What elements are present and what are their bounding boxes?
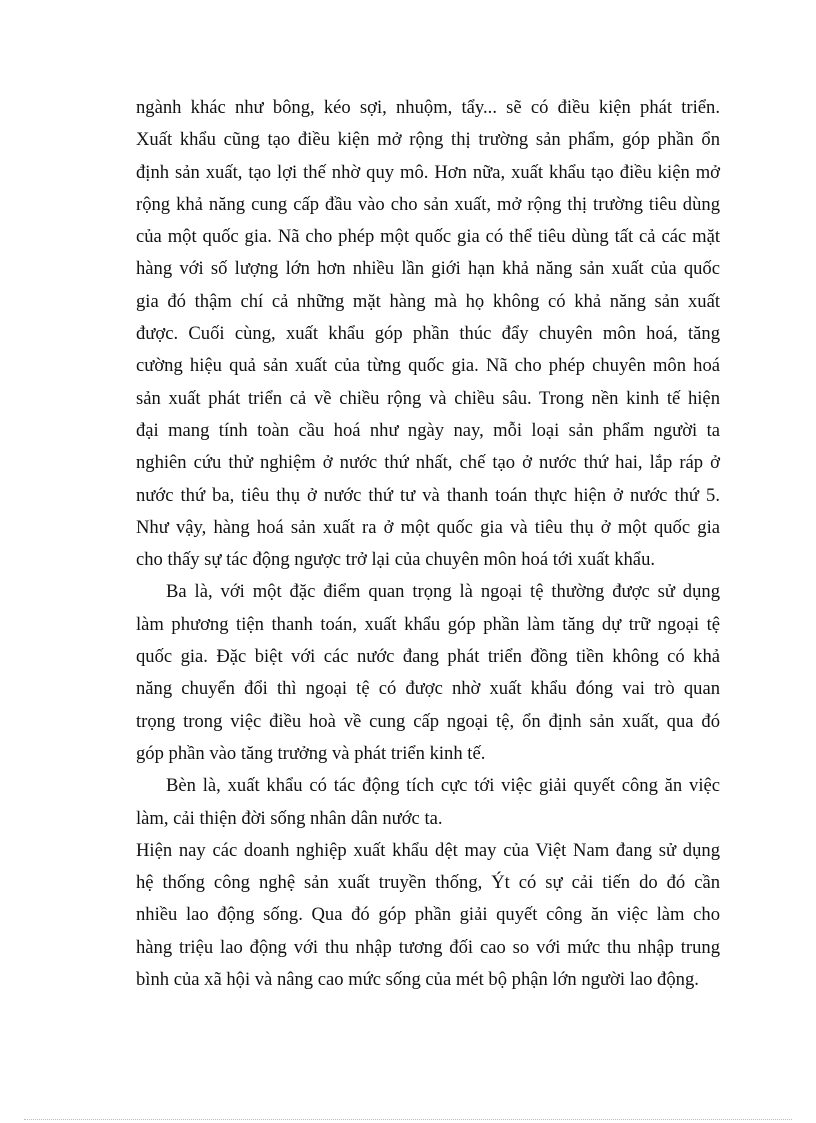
text-line: hàng triệu lao động với thu nhập tương đối cao so với mức thu nhập trung: [136, 936, 720, 958]
page-footer-rule: [24, 1119, 792, 1120]
text-line: năng chuyển đổi thì ngoại tệ có được nhờ xuất khẩu đóng vai trò quan: [136, 678, 720, 700]
text-line: Bèn là, xuất khẩu có tác động tích cực tới việc giải quyết công ăn việc: [166, 775, 720, 797]
text-line: làm phương tiện thanh toán, xuất khẩu góp phần làm tăng dự trữ ngoại tệ: [136, 613, 720, 635]
body-text: [136, 92, 720, 996]
text-line: làm, cải thiện đời sống nhân dân nước ta.: [136, 807, 443, 829]
text-line: đại mang tính toàn cầu hoá như ngày nay, mỗi loại sản phẩm người ta: [136, 419, 720, 441]
text-line: sản xuất phát triển cả về chiều rộng và chiều sâu. Trong nền kinh tế hiện: [136, 387, 720, 409]
text-line: cường hiệu quả sản xuất của từng quốc gia. Nã cho phép chuyên môn hoá: [136, 355, 720, 377]
text-line: Xuất khẩu cũng tạo điều kiện mở rộng thị trường sản phẩm, góp phần ổn: [136, 129, 720, 151]
text-line: trọng trong việc điều hoà về cung cấp ngoại tệ, ổn định sản xuất, qua đó: [136, 710, 720, 732]
text-line: quốc gia. Đặc biệt với các nước đang phát triển đồng tiền không có khả: [136, 646, 720, 668]
text-line: ngành khác như bông, kéo sợi, nhuộm, tẩy... sẽ có điều kiện phát triển.: [136, 97, 720, 118]
text-line: được. Cuối cùng, xuất khẩu góp phần thúc đẩy chuyên môn hoá, tăng: [136, 323, 720, 345]
text-line: nghiên cứu thử nghiệm ở nước thứ nhất, chế tạo ở nước thứ hai, lắp ráp ở: [136, 452, 720, 474]
text-line: Hiện nay các doanh nghiệp xuất khẩu dệt may của Việt Nam đang sử dụng: [136, 839, 720, 861]
text-line: rộng khả năng cung cấp đầu vào cho sản xuất, mở rộng thị trường tiêu dùng: [136, 193, 720, 215]
text-line: hệ thống công nghệ sản xuất truyền thống, Ýt có sự cải tiến do đó cần: [136, 872, 720, 894]
text-line: hàng với số lượng lớn hơn nhiều lần giới hạn khả năng sản xuất của quốc: [136, 258, 720, 280]
text-line: nước thứ ba, tiêu thụ ở nước thứ tư và thanh toán thực hiện ở nước thứ 5.: [136, 484, 720, 506]
text-line: Như vậy, hàng hoá sản xuất ra ở một quốc gia và tiêu thụ ở một quốc gia: [136, 516, 720, 538]
text-line: định sản xuất, tạo lợi thế nhờ quy mô. Hơn nữa, xuất khẩu tạo điều kiện mở: [136, 161, 720, 183]
text-line: bình của xã hội và nâng cao mức sống của mét bộ phận lớn người lao động.: [136, 969, 699, 991]
text-line: cho thấy sự tác động ngược trở lại của chuyên môn hoá tới xuất khẩu.: [136, 549, 656, 571]
text-line: góp phần vào tăng trưởng và phát triển kinh tế.: [136, 742, 486, 764]
text-line: nhiều lao động sống. Qua đó góp phần giải quyết công ăn việc làm cho: [136, 904, 720, 926]
text-line: của một quốc gia. Nã cho phép một quốc gia có thể tiêu dùng tất cả các mặt: [136, 226, 720, 248]
text-line: gia đó thậm chí cả những mặt hàng mà họ không có khả năng sản xuất: [136, 290, 720, 312]
text-line: Ba là, với một đặc điểm quan trọng là ngoại tệ thường được sử dụng: [166, 581, 720, 603]
